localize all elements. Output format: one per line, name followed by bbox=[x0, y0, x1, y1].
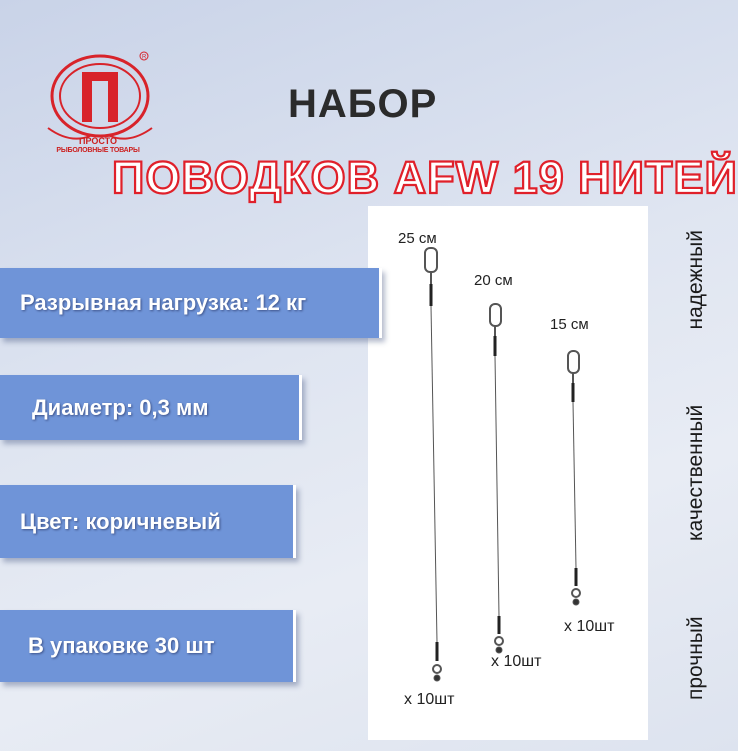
leader-qty-label: x 10шт bbox=[404, 691, 455, 708]
logo-tagline: РЫБОЛОВНЫЕ ТОВАРЫ bbox=[56, 147, 140, 154]
product-title: ПОВОДКОВ AFW 19 НИТЕЙ bbox=[112, 152, 738, 203]
spec-label: В упаковке 30 шт bbox=[28, 633, 215, 658]
logo-brand-name: ПРОСТО bbox=[79, 136, 117, 146]
spec-diameter bbox=[0, 375, 302, 440]
leader-25cm bbox=[425, 248, 441, 681]
page-title: НАБОР bbox=[288, 82, 438, 126]
feature-word: качественный bbox=[684, 404, 707, 542]
spec-label: Цвет: коричневый bbox=[20, 508, 221, 534]
leader-15cm bbox=[568, 351, 580, 605]
leader-qty-label: x 10шт bbox=[491, 653, 542, 670]
feature-word: прочный bbox=[684, 616, 707, 700]
side-features bbox=[684, 230, 708, 700]
leader-length-label: 25 см bbox=[398, 230, 437, 247]
feature-word: надежный bbox=[684, 230, 707, 330]
logo-p-mark bbox=[82, 72, 118, 122]
leader-length-label: 20 см bbox=[474, 272, 513, 289]
spec-label: Разрывная нагрузка: 12 кг bbox=[20, 290, 307, 315]
svg-text:R: R bbox=[142, 54, 147, 61]
leader-length-label: 15 см bbox=[550, 316, 589, 333]
spec-label: Диаметр: 0,3 мм bbox=[32, 394, 209, 420]
leader-qty-label: x 10шт bbox=[564, 618, 615, 635]
spec-package-count bbox=[0, 610, 296, 682]
spec-breaking-load bbox=[0, 268, 382, 338]
logo-outer-ring bbox=[52, 56, 148, 136]
spec-color bbox=[0, 485, 296, 558]
leader-20cm bbox=[490, 304, 503, 653]
